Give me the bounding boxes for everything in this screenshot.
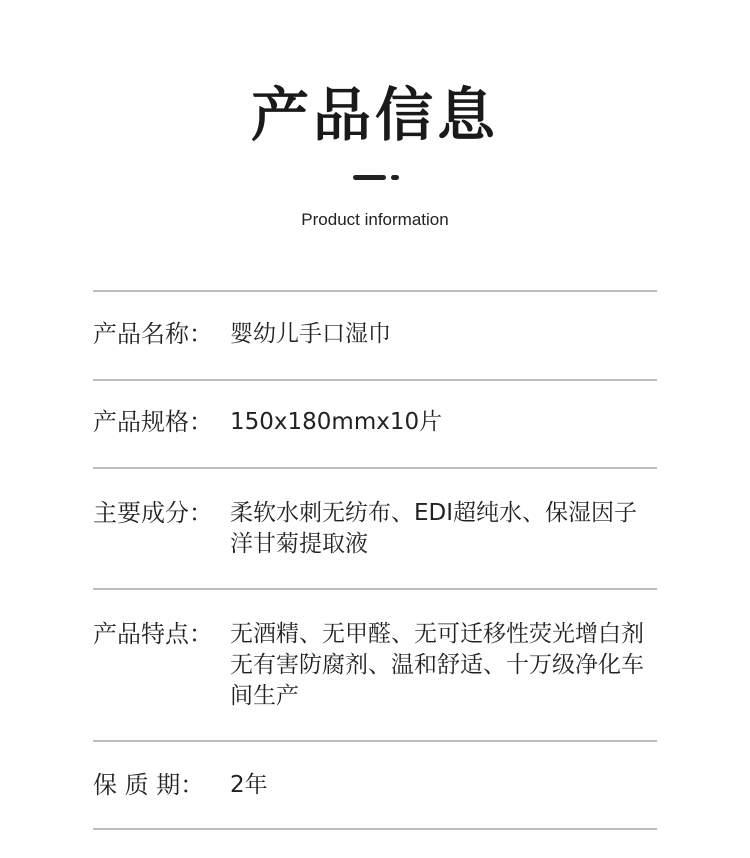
value-line: 柔软水刺无纺布、EDI超纯水、保湿因子 bbox=[230, 500, 638, 526]
row-value bbox=[230, 619, 657, 740]
info-row-shelf-life bbox=[93, 740, 657, 830]
title-underline-dash bbox=[353, 175, 386, 180]
value-line: 无酒精、无甲醛、无可迁移性荧光增白剂 bbox=[230, 621, 644, 647]
info-row-spec bbox=[93, 379, 657, 467]
info-row-name bbox=[93, 290, 657, 379]
info-row-ingredients bbox=[93, 467, 657, 588]
title-underline-dot bbox=[391, 175, 399, 180]
value-line: 间生产 bbox=[230, 683, 299, 709]
value-line: 洋甘菊提取液 bbox=[230, 531, 368, 557]
row-label: 产品特点： bbox=[93, 620, 213, 648]
row-value: 婴幼儿手口湿巾 bbox=[230, 321, 391, 347]
row-label: 保 质 期： bbox=[93, 771, 205, 799]
page-title: 产品信息 bbox=[250, 81, 499, 149]
value-line: 无有害防腐剂、温和舒适、十万级净化车 bbox=[230, 652, 644, 678]
info-table bbox=[93, 290, 657, 830]
row-value bbox=[230, 498, 657, 588]
row-label: 产品名称： bbox=[93, 320, 213, 348]
row-value: 150x180mmx10片 bbox=[230, 409, 443, 435]
page-subtitle: Product information bbox=[301, 210, 449, 229]
info-row-features bbox=[93, 588, 657, 740]
row-label: 产品规格： bbox=[93, 408, 213, 436]
row-value: 2年 bbox=[230, 772, 268, 798]
row-label: 主要成分： bbox=[93, 499, 213, 527]
